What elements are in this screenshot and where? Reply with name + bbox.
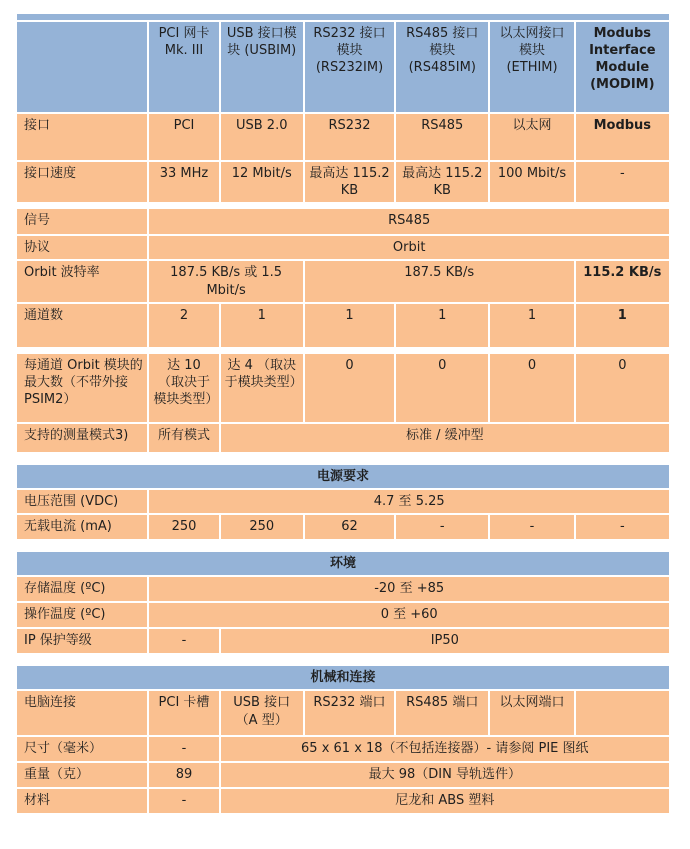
row-speed (17, 162, 669, 202)
environment-section-title: 环境 (17, 552, 669, 575)
cell-channels-modim: 1 (576, 304, 669, 347)
header-blank-cell (17, 22, 147, 112)
cell-current-usbim: 250 (221, 515, 303, 539)
power-section-title: 电源要求 (17, 465, 669, 488)
cell-interface-usbim: USB 2.0 (221, 114, 303, 160)
mechanical-table (15, 664, 671, 815)
row-label-material: 材料 (17, 789, 147, 813)
row-dimensions (17, 737, 669, 761)
cell-material-pci: - (149, 789, 218, 813)
row-material (17, 789, 669, 813)
row-label-voltage: 电压范围 (VDC) (17, 490, 147, 513)
cell-storage-temp-all: -20 至 +85 (149, 577, 669, 601)
environment-table (15, 550, 671, 655)
row-max-modules (17, 354, 669, 422)
cell-channels-usbim: 1 (221, 304, 303, 347)
cell-operating-temp-all: 0 至 +60 (149, 603, 669, 627)
cell-connection-modim (576, 691, 669, 735)
col-header-ethim: 以太网接口模块 (ETHIM) (490, 22, 573, 112)
mechanical-section-title: 机械和连接 (17, 666, 669, 689)
row-label-baud: Orbit 波特率 (17, 261, 147, 301)
row-label-speed: 接口速度 (17, 162, 147, 202)
row-label-storage-temp: 存储温度 (ºC) (17, 577, 147, 601)
cell-max-modules-rs232im: 0 (305, 354, 394, 422)
cell-speed-ethim: 100 Mbit/s (490, 162, 573, 202)
cell-max-modules-usbim: 达 4 （取决于模块类型） (221, 354, 303, 422)
spec-table-orbit-group (15, 207, 671, 348)
cell-max-modules-modim: 0 (576, 354, 669, 422)
cell-interface-pci: PCI (149, 114, 218, 160)
cell-ip-rating-others: IP50 (221, 629, 669, 653)
cell-weight-pci: 89 (149, 763, 218, 787)
cell-current-rs232im: 62 (305, 515, 394, 539)
cell-signal-all: RS485 (149, 209, 669, 234)
cell-interface-rs232im: RS232 (305, 114, 394, 160)
cell-interface-modim: Modbus (576, 114, 669, 160)
row-label-modes: 支持的测量模式3) (17, 424, 147, 452)
cell-speed-pci: 33 MHz (149, 162, 218, 202)
cell-material-others: 尼龙和 ABS 塑料 (221, 789, 669, 813)
cell-baud-pci-usbim: 187.5 KB/s 或 1.5 Mbit/s (149, 261, 302, 301)
cell-weight-others: 最大 98（DIN 导轨选件） (221, 763, 669, 787)
environment-section-header (17, 552, 669, 575)
row-weight (17, 763, 669, 787)
cell-max-modules-ethim: 0 (490, 354, 573, 422)
cell-modes-pci: 所有模式 (149, 424, 218, 452)
cell-dimensions-others: 65 x 61 x 18（不包括连接器）- 请参阅 PIE 图纸 (221, 737, 669, 761)
row-label-dimensions: 尺寸（毫米） (17, 737, 147, 761)
row-ip-rating (17, 629, 669, 653)
cell-speed-rs232im: 最高达 115.2 KB (305, 162, 394, 202)
spec-table-modes-group (15, 352, 671, 454)
cell-speed-usbim: 12 Mbit/s (221, 162, 303, 202)
row-modes (17, 424, 669, 452)
row-pc-connection (17, 691, 669, 735)
spec-table-header-group (15, 20, 671, 204)
power-table (15, 463, 671, 541)
row-label-channels: 通道数 (17, 304, 147, 347)
row-label-operating-temp: 操作温度 (ºC) (17, 603, 147, 627)
cell-connection-pci: PCI 卡槽 (149, 691, 218, 735)
cell-interface-rs485im: RS485 (396, 114, 488, 160)
cell-voltage-all: 4.7 至 5.25 (149, 490, 669, 513)
col-header-pci: PCI 网卡 Mk. III (149, 22, 218, 112)
row-label-weight: 重量（克） (17, 763, 147, 787)
cell-connection-usbim: USB 接口（A 型） (221, 691, 303, 735)
col-header-rs485im: RS485 接口模块 (RS485IM) (396, 22, 488, 112)
row-voltage (17, 490, 669, 513)
cell-speed-rs485im: 最高达 115.2 KB (396, 162, 488, 202)
cell-current-pci: 250 (149, 515, 218, 539)
row-label-pc-connection: 电脑连接 (17, 691, 147, 735)
row-operating-temp (17, 603, 669, 627)
cell-baud-serial-eth: 187.5 KB/s (305, 261, 574, 301)
row-channels (17, 304, 669, 347)
row-baud (17, 261, 669, 301)
cell-baud-modim: 115.2 KB/s (576, 261, 669, 301)
cell-modes-others: 标准 / 缓冲型 (221, 424, 669, 452)
cell-speed-modim: - (576, 162, 669, 202)
col-header-usbim: USB 接口模块 (USBIM) (221, 22, 303, 112)
cell-connection-ethim: 以太网端口 (490, 691, 573, 735)
row-label-current: 无载电流 (mA) (17, 515, 147, 539)
cell-channels-rs232im: 1 (305, 304, 394, 347)
row-interface (17, 114, 669, 160)
cell-current-ethim: - (490, 515, 573, 539)
power-section-header (17, 465, 669, 488)
cell-connection-rs232im: RS232 端口 (305, 691, 394, 735)
cell-connection-rs485im: RS485 端口 (396, 691, 488, 735)
cell-current-rs485im: - (396, 515, 488, 539)
header-row (17, 22, 669, 112)
cell-channels-ethim: 1 (490, 304, 573, 347)
cell-max-modules-pci: 达 10 （取决于模块类型） (149, 354, 218, 422)
cell-dimensions-pci: - (149, 737, 218, 761)
cell-current-modim: - (576, 515, 669, 539)
cell-max-modules-rs485im: 0 (396, 354, 488, 422)
row-current (17, 515, 669, 539)
mechanical-section-header (17, 666, 669, 689)
col-header-rs232im: RS232 接口模块 (RS232IM) (305, 22, 394, 112)
cell-interface-ethim: 以太网 (490, 114, 573, 160)
row-label-interface: 接口 (17, 114, 147, 160)
cell-protocol-all: Orbit (149, 236, 669, 259)
col-header-modim: Modubs Interface Module (MODIM) (576, 22, 669, 112)
row-label-ip-rating: IP 保护等级 (17, 629, 147, 653)
row-protocol (17, 236, 669, 259)
row-label-protocol: 协议 (17, 236, 147, 259)
row-label-signal: 信号 (17, 209, 147, 234)
row-signal (17, 209, 669, 234)
cell-ip-rating-pci: - (149, 629, 218, 653)
cell-channels-pci: 2 (149, 304, 218, 347)
row-label-max-modules: 每通道 Orbit 模块的最大数（不带外接 PSIM2） (17, 354, 147, 422)
cell-channels-rs485im: 1 (396, 304, 488, 347)
row-storage-temp (17, 577, 669, 601)
